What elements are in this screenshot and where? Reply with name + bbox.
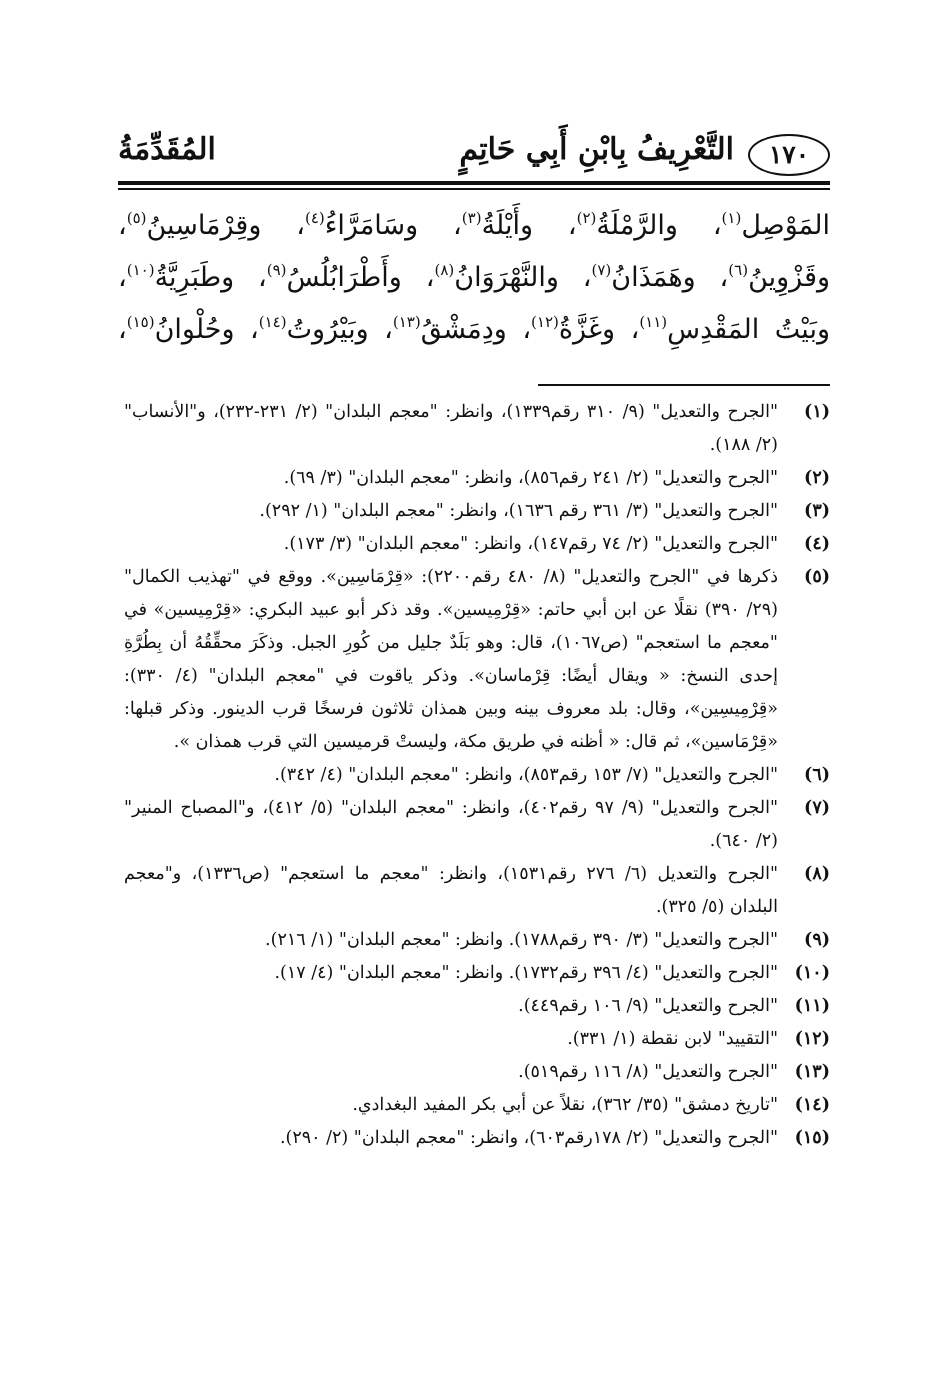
main-text-run: وقَزْوِينُ xyxy=(748,262,831,293)
footnotes xyxy=(124,396,830,1155)
footnote-number: (١٠) xyxy=(794,963,830,983)
header-rule-thick xyxy=(118,181,830,185)
footnote-text: "الجرح والتعديل" (٢/ ١٧٨رقم٦٠٣)، وانظر: "معجم البلدان" (٢/ ٢٩٠). xyxy=(279,1128,778,1148)
footnote-item xyxy=(124,495,830,528)
footnote-item xyxy=(124,858,830,924)
footnote-item xyxy=(124,396,830,462)
main-text-run: ، xyxy=(118,314,127,345)
footnote-text: "الجرح والتعديل" (٣/ ٣٦١ رقم ١٦٣٦)، وانظر: "معجم البلدان" (١/ ٢٩٢). xyxy=(259,501,778,521)
footnote-ref: (١٥) xyxy=(126,313,155,331)
footnote-text: ذكرها في "الجرح والتعديل" (٨/ ٤٨٠ رقم٢٢٠٠): «قِرْمَاسِين». ووقع في "تهذيب الكمال" (٢٩/ ٣٩٠) نقلًا عن ابن أبي حاتم: «قِرْمِيسين». وقد ذكر أبو عبيد البكري: «قِرْمِيسين» في "معجم ما استعجم" (ص١٠٦٧)، قال: وهو بَلَدٌ جليل من كُورِ الجبل. وذكَرَ محقِّقُهُ أن بِطُرَّةِ إحدى النسخ: « ويقال أيضًا: قِرْماسان». وذكر ياقوت في "معجم البلدان" (٤/ ٣٣٠): «قِرْمِيسِين»، وقال: بلد معروف بينه وبين همذان ثلاثون فرسخًا قرب الدينور. وذكر قبلها: «قِرْمَاسين»، ثم قال: « أظنه في طريق مكة، وليستْ قرميسين التي قرب همذان ». xyxy=(124,567,779,752)
footnote-number: (١) xyxy=(804,402,830,422)
main-text-line xyxy=(118,200,830,252)
footnote-text: "الجرح والتعديل" (٩/ ٩٧ رقم٤٠٢)، وانظر: "معجم البلدان" (٥/ ٤١٢)، و"المصباح المنير" (٢/ ٦٤٠). xyxy=(124,798,779,851)
main-text-run: ، وأَطْرَابُلُسُ xyxy=(286,262,435,293)
page-header xyxy=(118,128,830,180)
footnote-number: (٧) xyxy=(804,798,830,818)
footnote-text: "التقييد" لابن نقطة (١/ ٣٣١). xyxy=(567,1029,778,1049)
footnote-item xyxy=(124,957,830,990)
footnote-number: (١٣) xyxy=(794,1062,830,1082)
footnote-item xyxy=(124,561,830,759)
footnote-item xyxy=(124,462,830,495)
footnote-item xyxy=(124,1023,830,1056)
footnote-text: "الجرح والتعديل" (٢/ ٧٤ رقم١٤٧)، وانظر: "معجم البلدان" (٣/ ١٧٣). xyxy=(283,534,778,554)
footnote-ref: (٩) xyxy=(266,261,287,279)
footnote-number: (١١) xyxy=(794,996,830,1016)
main-text-run: ، وحُلْوانُ xyxy=(154,314,259,345)
main-text-run: وبَيْتُ المَقْدِسِ xyxy=(667,314,830,345)
footnote-number: (٥) xyxy=(804,567,830,587)
footnote-number: (١٢) xyxy=(794,1029,830,1049)
footnote-item xyxy=(124,792,830,858)
main-text-run: ، وهَمَذَانُ xyxy=(611,262,729,293)
footnote-item xyxy=(124,1089,830,1122)
footnote-text: "الجرح والتعديل" (٤/ ٣٩٦ رقم١٧٣٢). وانظر: "معجم البلدان" (٤/ ١٧). xyxy=(274,963,778,983)
footnote-number: (٣) xyxy=(804,501,830,521)
main-text xyxy=(118,200,830,356)
footnote-item xyxy=(124,924,830,957)
footnote-number: (٩) xyxy=(804,930,830,950)
footnote-ref: (٨) xyxy=(434,261,455,279)
footnote-ref: (٧) xyxy=(591,261,612,279)
footnote-item xyxy=(124,528,830,561)
main-text-run: ، وسَامَرَّاءُ xyxy=(324,210,462,241)
main-text-run: ، وطَبَرِيَّةُ xyxy=(154,262,267,293)
main-text-run: المَوْصِل xyxy=(741,210,830,241)
main-text-line xyxy=(118,304,830,356)
section-title: المُقَدِّمَةُ xyxy=(118,132,216,167)
footnote-number: (١٤) xyxy=(794,1095,830,1115)
footnote-text: "الجرح والتعديل (٦/ ٢٧٦ رقم١٥٣١)، وانظر: "معجم ما استعجم" (ص١٣٣٦)، و"معجم البلدان (٥/ ٣٢٥). xyxy=(124,864,778,917)
main-text-run: ، وغَزَّةُ xyxy=(558,314,640,345)
footnote-item xyxy=(124,1056,830,1089)
book-title: التَّعْرِيفُ بِابْنِ أَبِي حَاتِمٍ xyxy=(459,132,734,167)
footnote-number: (١٥) xyxy=(794,1128,830,1148)
footnote-text: "الجرح والتعديل" (٩/ ٣١٠ رقم١٣٣٩)، وانظر: "معجم البلدان" (٢/ ٢٣١-٢٣٢)، و"الأنساب" (٢/ ١٨٨). xyxy=(124,402,779,455)
main-text-run: ، xyxy=(118,262,127,293)
footnote-text: "الجرح والتعديل" (٧/ ١٥٣ رقم٨٥٣)، وانظر: "معجم البلدان" (٤/ ٣٤٢). xyxy=(274,765,778,785)
footnote-ref: (١) xyxy=(721,209,742,227)
main-text-run: ، وأَيْلَةُ xyxy=(481,210,577,241)
page-number: ١٧٠ xyxy=(748,134,830,176)
footnote-ref: (٢) xyxy=(576,209,597,227)
footnote-text: "الجرح والتعديل" (٨/ ١١٦ رقم٥١٩). xyxy=(518,1062,778,1082)
header-rule-thin xyxy=(118,188,830,190)
footnote-ref: (٥) xyxy=(126,209,147,227)
footnote-number: (٢) xyxy=(804,468,830,488)
main-text-run: ، xyxy=(118,210,127,241)
main-text-run: ، وبَيْرُوتُ xyxy=(286,314,393,345)
footnote-ref: (٤) xyxy=(304,209,325,227)
footnote-number: (٨) xyxy=(804,864,830,884)
main-text-run: ، ودِمَشْقُ xyxy=(420,314,532,345)
footnote-ref: (٣) xyxy=(461,209,482,227)
footnote-ref: (١٠) xyxy=(126,261,155,279)
footnote-ref: (١٣) xyxy=(392,313,421,331)
footnote-separator xyxy=(538,384,830,386)
footnote-ref: (١١) xyxy=(639,313,668,331)
footnote-text: "الجرح والتعديل" (٢/ ٢٤١ رقم٨٥٦)، وانظر: "معجم البلدان" (٣/ ٦٩). xyxy=(283,468,778,488)
footnote-number: (٤) xyxy=(804,534,830,554)
main-text-run: ، وقِرْمَاسِينُ xyxy=(146,210,305,241)
footnote-ref: (١٢) xyxy=(531,313,559,331)
footnote-item xyxy=(124,759,830,792)
footnote-ref: (٦) xyxy=(728,261,749,279)
footnote-text: "الجرح والتعديل" (٣/ ٣٩٠ رقم١٧٨٨). وانظر: "معجم البلدان" (١/ ٢١٦). xyxy=(265,930,778,950)
main-text-run: ، والنَّهْرَوَانُ xyxy=(454,262,592,293)
main-text-run: ، والرَّمْلَةُ xyxy=(596,210,722,241)
footnote-item xyxy=(124,1122,830,1155)
main-text-line xyxy=(118,252,830,304)
footnote-item xyxy=(124,990,830,1023)
footnote-ref: (١٤) xyxy=(258,313,287,331)
footnote-text: "تاريخ دمشق" (٣٥/ ٣٦٢)، نقلاً عن أبي بكر المفيد البغدادي. xyxy=(352,1095,778,1115)
footnote-text: "الجرح والتعديل" (٩/ ١٠٦ رقم٤٤٩). xyxy=(518,996,778,1016)
footnote-number: (٦) xyxy=(804,765,830,785)
